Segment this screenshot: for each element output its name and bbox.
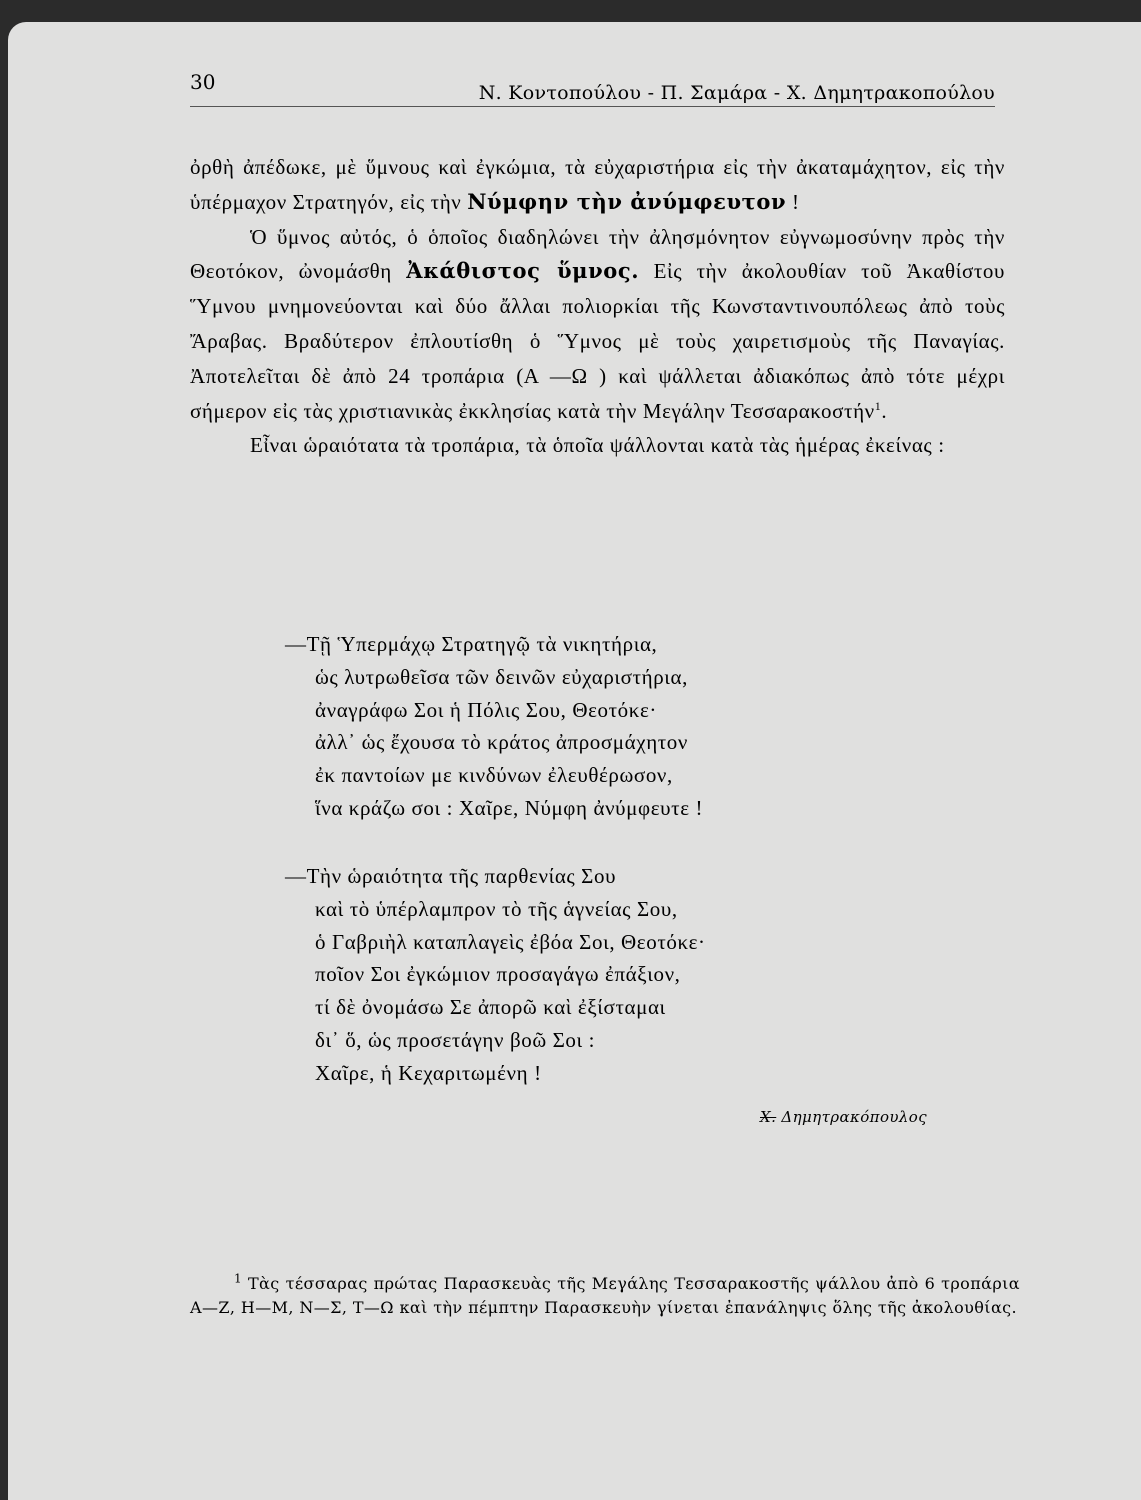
verse-line: καὶ τὸ ὑπέρλαμπρον τὸ τῆς ἁγνείας Σου, (315, 896, 678, 921)
paragraph-2 (190, 220, 1005, 429)
verse-line: ὡς λυτρωθεῖσα τῶν δεινῶν εὐχαριστήρια, (315, 664, 688, 689)
footnote-number: 1 (234, 1271, 243, 1286)
verse-line: ἵνα κράζω σοι : Χαῖρε, Νύμφη ἀνύμφευτε ! (315, 795, 704, 820)
emphasis-akathistos: Ἀκάθιστος ὕμνος. (406, 258, 640, 284)
paragraph-3: Εἶναι ὡραιότατα τὰ τροπάρια, τὰ ὁποῖα ψάλλονται κατὰ τὰς ἡμέρας ἐκείνας : (250, 433, 945, 458)
footnote-body (190, 1272, 1020, 1320)
footnote (190, 1272, 1020, 1320)
troparion-2 (285, 860, 706, 1090)
verse-line: —Τὴν ὡραιότητα τῆς παρθενίας Σου (285, 864, 617, 888)
verse-line: ἀλλ᾽ ὡς ἔχουσα τὸ κράτος ἀπροσμάχητον (315, 730, 689, 755)
body-text (190, 150, 1005, 463)
verse-line: ἀναγράφω Σοι ἡ Πόλις Σου, Θεοτόκε· (315, 697, 657, 722)
running-head: Ν. Κοντοπούλου - Π. Σαμάρα - Χ. Δημητρακοπούλου (478, 82, 995, 104)
author-signature (760, 1108, 927, 1126)
book-edge-shadow (0, 0, 8, 1500)
paragraph-2-end: . (881, 398, 888, 423)
verse-line: ἐκ παντοίων με κινδύνων ἐλευθέρωσον, (315, 763, 673, 788)
verse-line: δι᾽ ὅ, ὡς προσετάγην βοῶ Σοι : (315, 1027, 596, 1052)
paragraph-2-text-b: Εἰς τὴν ἀκολουθίαν τοῦ Ἀκαθίστου Ὕμνου μνημονεύονται καὶ δύο ἄλλαι πολιορκίαι τῆς Κωνσταντινουπόλεως ἀπὸ τοὺς Ἄραβας. Βραδύτερον ἐπλουτίσθη ὁ Ὕμνος μὲ τοὺς χαιρετισμοὺς τῆς Παναγίας. Ἀποτελεῖται δὲ ἀπὸ 24 τροπάρια (Α —Ω ) καὶ ψάλλεται ἀδιακόπως ἀπὸ τότε μέχρι σήμερον εἰς τὰς χριστιανικὰς ἐκκλησίας κατὰ τὴν Μεγάλην Τεσσαρακοστήν (190, 259, 1005, 423)
signature-initial: Χ. (760, 1108, 777, 1126)
page-header (190, 70, 995, 107)
verse-line: ποῖον Σοι ἐγκώμιον προσαγάγω ἐπάξιον, (315, 962, 681, 987)
verse-line: —Τῇ Ὑπερμάχῳ Στρατηγῷ τὰ νικητήρια, (285, 632, 658, 656)
signature-name: Δημητρακόπουλος (776, 1108, 928, 1126)
paragraph-2-text-a: Ὁ ὕμνος αὐτός, ὁ ὁποῖος διαδηλώνει τὴν ἀλησμόνητον εὐγνωμοσύνην πρὸς τὴν Θεοτόκον, ὠνομάσθη (190, 224, 1005, 284)
footnote-marker: 1 (874, 398, 882, 413)
troparion-1 (285, 628, 703, 825)
paragraph-1-text: ὀρθὴ ἀπέδωκε, μὲ ὕμνους καὶ ἐγκώμια, τὰ εὐχαριστήρια εἰς τὴν ἀκαταμάχητον, εἰς τὴν ὑπέρμαχον Στρατηγόν, εἰς τὴν (190, 155, 1005, 214)
emphasis-nymphen: Νύμφην τὴν ἀνύμφευτον (467, 188, 787, 214)
page-number: 30 (190, 70, 216, 94)
paragraph-1 (190, 150, 1005, 220)
verse-line: ὁ Γαβριὴλ καταπλαγεὶς ἐβόα Σοι, Θεοτόκε· (315, 929, 706, 954)
verse-line: τί δὲ ὀνομάσω Σε ἀπορῶ καὶ ἐξίσταμαι (315, 995, 666, 1020)
paragraph-1-end: ! (786, 189, 800, 214)
verse-line: Χαῖρε, ἡ Κεχαριτωμένη ! (315, 1060, 542, 1085)
footnote-text: Τὰς τέσσαρας πρώτας Παρασκευὰς τῆς Μεγάλης Τεσσαρακοστῆς ψάλλου ἀπὸ 6 τροπάρια Α—Ζ, Η—Μ, Ν—Σ, Τ—Ω καὶ τὴν πέμπτην Παρασκευὴν γίνεται ἐπανάληψις ὅλης τῆς ἀκολουθίας. (190, 1274, 1020, 1317)
